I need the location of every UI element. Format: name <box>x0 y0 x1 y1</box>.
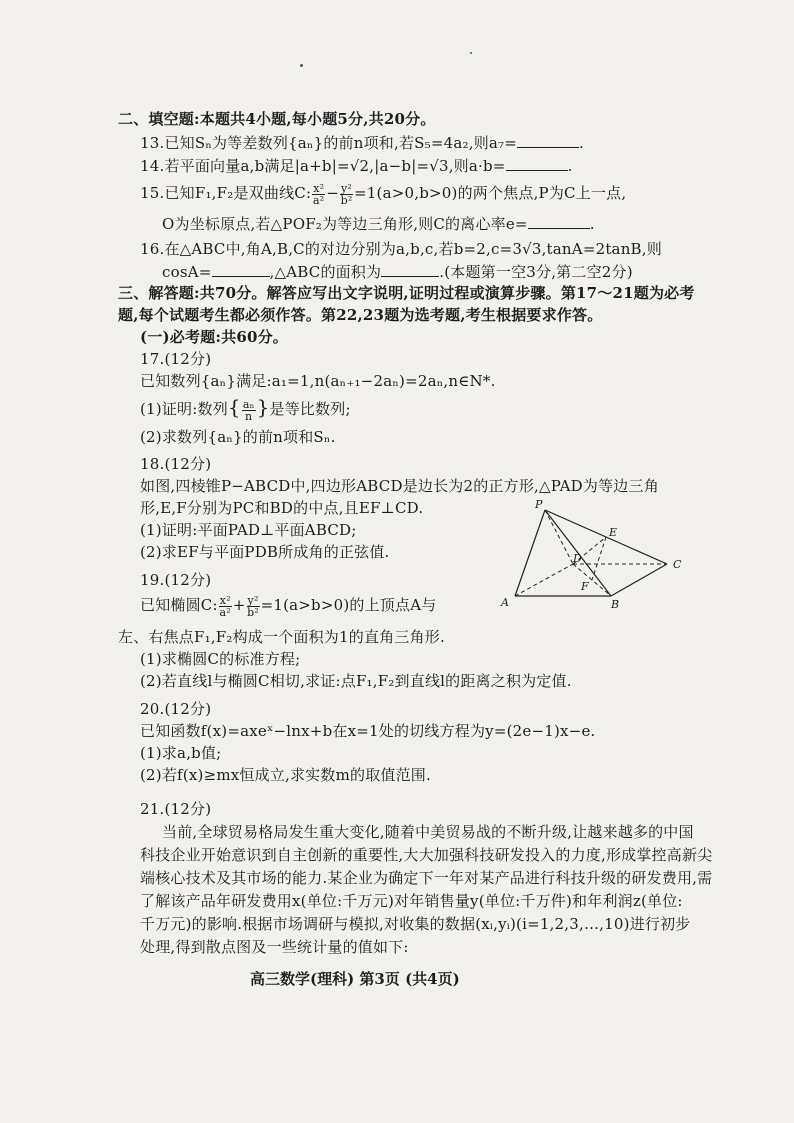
q17-title: 17.(12分) <box>140 350 212 368</box>
frac-den: n <box>245 409 253 423</box>
frac-num: x² <box>219 593 231 607</box>
q15-fraction-x <box>312 183 325 206</box>
q21-line2: 科技企业开始意识到自主创新的重要性,大大加强科技研发投入的力度,形成掌控高新尖 <box>140 846 713 864</box>
q15-end: . <box>589 215 595 233</box>
q13 <box>140 133 584 152</box>
q19-title: 19.(12分) <box>140 571 212 589</box>
speck <box>300 64 303 67</box>
q18-line1: 如图,四棱锥P−ABCD中,四边形ABCD是边长为2的正方形,△PAD为等边三角 <box>140 477 659 495</box>
q20-line1: 已知函数f(x)=axeˣ−lnx+b在x=1处的切线方程为y=(2e−1)x−e. <box>140 722 596 740</box>
q16-cos: cosA= <box>162 263 212 281</box>
q15-line2-text: O为坐标原点,若△POF₂为等边三角形,则C的离心率e= <box>162 215 528 233</box>
q13-answer-blank <box>517 133 579 148</box>
pyramid-figure <box>495 498 695 613</box>
frac-num: y² <box>247 593 259 607</box>
q18-line2: 形,E,F分别为PC和BD的中点,且EF⊥CD. <box>140 499 424 517</box>
q19-fraction-y <box>247 595 260 618</box>
q21-title: 21.(12分) <box>140 800 212 818</box>
q14-answer-blank <box>506 156 568 171</box>
q15-answer-blank <box>528 214 590 229</box>
q17-statement: 已知数列{aₙ}满足:a₁=1,n(aₙ₊₁−2aₙ)=2aₙ,n∈N*. <box>140 372 496 390</box>
q16-line1: 16.在△ABC中,角A,B,C的对边分别为a,b,c,若b=2,c=3√3,tanA=2tanB,则 <box>140 240 662 258</box>
q14-text: 14.若平面向量a,b满足|a+b|=√2,|a−b|=√3,则a·b= <box>140 157 506 175</box>
frac-den: a² <box>219 605 231 619</box>
q13-text: 13.已知Sₙ为等差数列{aₙ}的前n项和,若S₅=4a₂,则a₇= <box>140 134 518 152</box>
q17-fraction <box>242 399 256 422</box>
frac-num: x² <box>313 181 325 195</box>
label-E: E <box>609 526 618 539</box>
q15-intro: 15.已知F₁,F₂是双曲线C: <box>140 184 312 202</box>
q17-part1-intro: (1)证明:数列 <box>140 400 228 418</box>
label-F: F <box>581 580 589 593</box>
q21-line1: 当前,全球贸易格局发生重大变化,随着中美贸易战的不断升级,让越来越多的中国 <box>162 823 694 841</box>
q19-part2: (2)若直线l与椭圆C相切,求证:点F₁,F₂到直线l的距离之积为定值. <box>140 672 572 690</box>
section3-sub: (一)必考题:共60分。 <box>140 328 289 346</box>
page-footer: 高三数学(理科) 第3页 (共4页) <box>250 970 460 988</box>
q17-part2: (2)求数列{aₙ}的前n项和Sₙ. <box>140 428 336 446</box>
brace-left: { <box>227 395 241 419</box>
q21-line3: 端核心技术及其市场的能力.某企业为确定下一年对某产品进行科技升级的研发费用,需 <box>140 869 713 887</box>
label-A: A <box>501 596 509 609</box>
edge-AD <box>515 564 573 596</box>
q16-blank2 <box>381 262 439 277</box>
q18-part2: (2)求EF与平面PDB所成角的正弦值. <box>140 543 390 561</box>
q15-line1 <box>140 178 626 208</box>
frac-den: a² <box>313 193 325 207</box>
label-P: P <box>535 498 543 511</box>
section3-heading-1: 三、解答题:共70分。解答应写出文字说明,证明过程或演算步骤。第17～21题为必考 <box>118 284 695 302</box>
q19-intro: 已知椭圆C: <box>140 596 218 614</box>
q18-title: 18.(12分) <box>140 455 212 473</box>
edge-BC <box>611 564 667 596</box>
q17-part1-end: 是等比数列; <box>269 400 351 418</box>
segment-EF <box>592 537 606 580</box>
label-B: B <box>611 598 620 611</box>
section3-heading-2: 题,每个试题考生都必须作答。第22,23题为选考题,考生根据要求作答。 <box>118 306 603 324</box>
q13-end: . <box>579 134 584 152</box>
label-C: C <box>673 558 682 571</box>
frac-num: aₙ <box>242 397 255 411</box>
edge-PA <box>515 510 545 596</box>
frac-num: y² <box>341 181 353 195</box>
q19-line2: 左、右焦点F₁,F₂构成一个面积为1的直角三角形. <box>118 628 445 646</box>
plus-sign: + <box>232 596 246 614</box>
q16-note: .(本题第一空3分,第二空2分) <box>439 263 633 281</box>
q20-title: 20.(12分) <box>140 700 212 718</box>
q20-part2: (2)若f(x)≥mx恒成立,求实数m的取值范围. <box>140 766 431 784</box>
brace-right: } <box>256 395 270 419</box>
q15-line2 <box>162 214 595 233</box>
q16-line2 <box>162 262 633 281</box>
q18-part1: (1)证明:平面PAD⊥平面ABCD; <box>140 521 357 539</box>
speck <box>470 52 472 54</box>
section2-heading: 二、填空题:本题共4小题,每小题5分,共20分。 <box>118 110 436 128</box>
q19-part1: (1)求椭圆C的标准方程; <box>140 650 301 668</box>
q15-fraction-y <box>340 183 353 206</box>
q19-condition: =1(a>b>0)的上顶点A与 <box>260 596 437 614</box>
q15-condition: =1(a>0,b>0)的两个焦点,P为C上一点, <box>354 184 627 202</box>
label-D: D <box>573 552 582 565</box>
q21-line6: 处理,得到散点图及一些统计量的值如下: <box>140 938 409 956</box>
q14 <box>140 156 573 175</box>
q17-part1 <box>140 392 351 424</box>
q19-fraction-x <box>219 595 232 618</box>
minus-sign: − <box>326 184 339 202</box>
frac-den: b² <box>247 605 259 619</box>
q19-line1 <box>140 590 436 620</box>
q20-part1: (1)求a,b值; <box>140 744 222 762</box>
q21-line4: 了解该产品年研发费用x(单位:千万元)对年销售量y(单位:千万件)和年利润z(单位: <box>140 892 683 910</box>
q21-line5: 千万元)的影响.根据市场调研与模拟,对收集的数据(xᵢ,yᵢ)(i=1,2,3,…,10)进行初步 <box>140 915 691 933</box>
frac-den: b² <box>340 193 353 207</box>
q14-end: . <box>567 157 573 175</box>
edge-PD <box>545 510 573 564</box>
q16-blank1 <box>212 262 270 277</box>
q16-area: ,△ABC的面积为 <box>269 263 382 281</box>
